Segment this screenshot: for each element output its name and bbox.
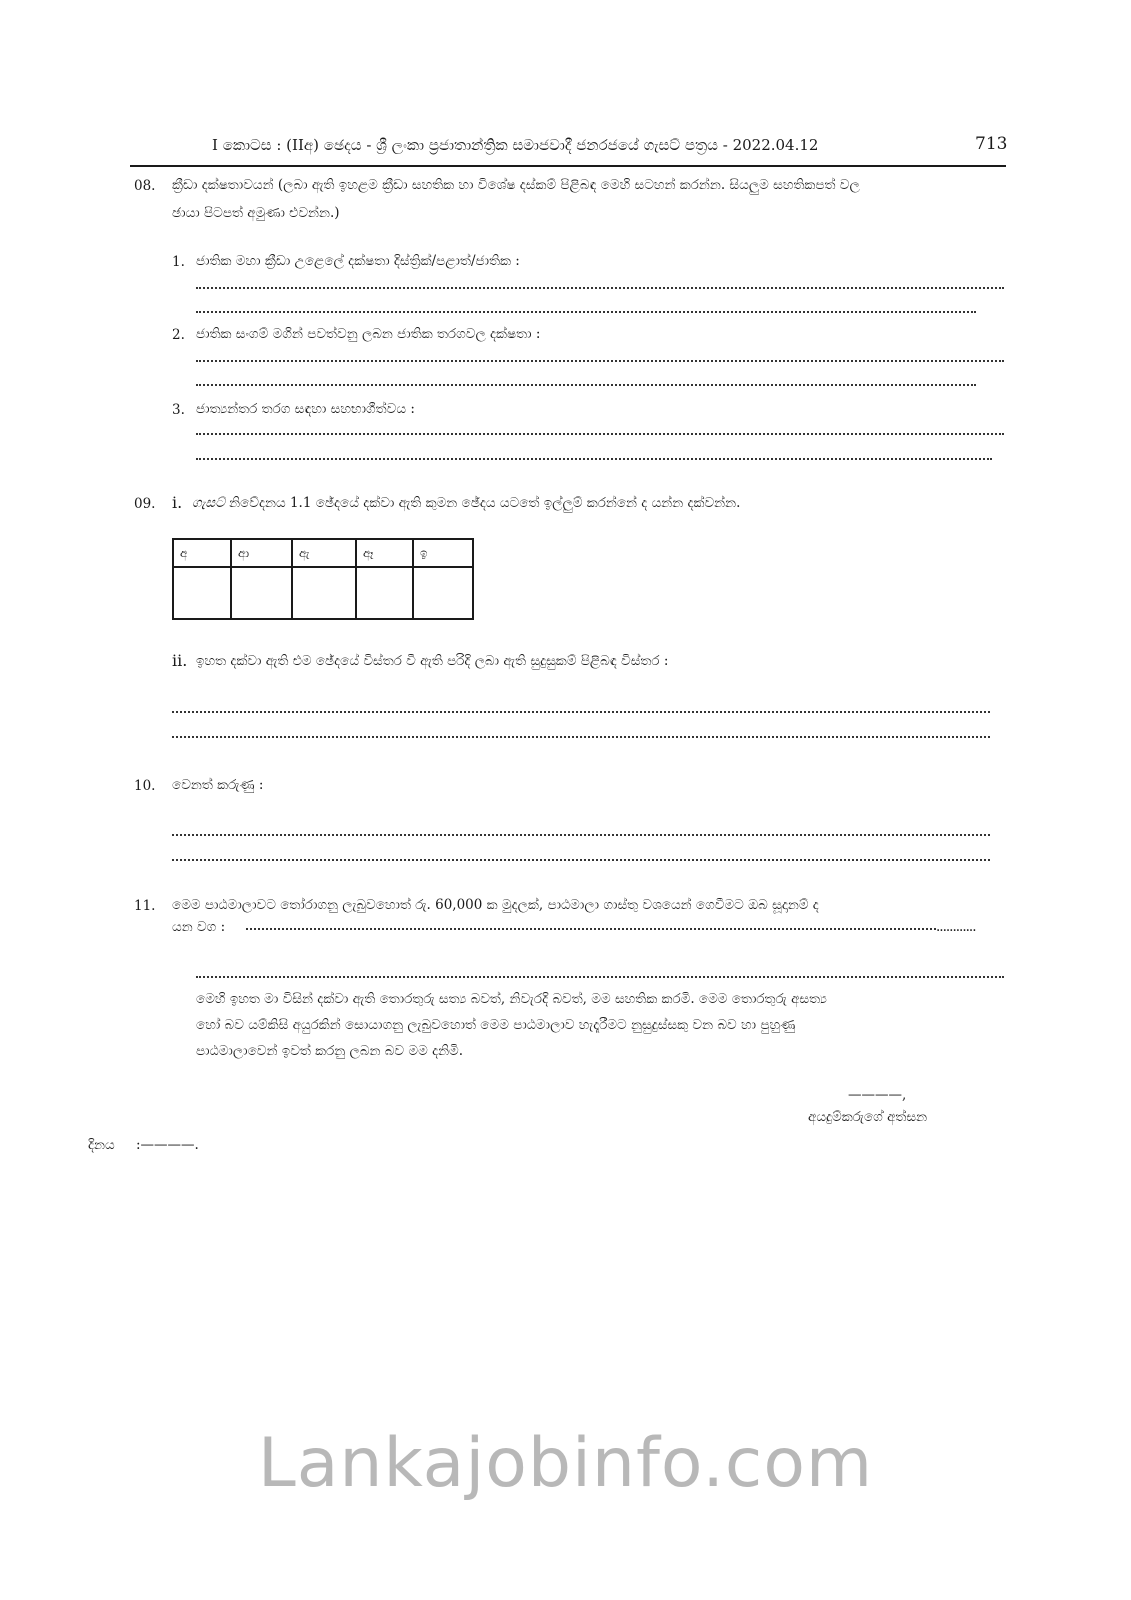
item-number: 2. <box>172 327 185 343</box>
gazette-italic: ගැසට් <box>192 495 225 511</box>
item-label: ජාතික සංගම් මගින් පවත්වනු ලබන ජාතික තරගවල දක්ෂතා : <box>196 326 541 342</box>
page-number: 713 <box>975 134 1008 154</box>
choice-cell[interactable] <box>231 567 292 619</box>
part-label: i. <box>172 493 183 512</box>
question-text: මෙම පාඨමාලාවට තෝරාගනු ලැබුවහොත් රු. 60,000 ක මුදලක්, පාඨමාලා ගාස්තු වශයෙන් ගෙවීමට ඔබ සූදානම් ද <box>172 897 819 913</box>
choice-header: ඇ <box>292 539 356 567</box>
answer-line[interactable] <box>196 277 1004 289</box>
item-label: ජාත්‍යන්තර තරග සඳහා සහභාගීත්වය : <box>196 401 415 417</box>
question-number: 10. <box>134 778 156 794</box>
choice-cell[interactable] <box>173 567 231 619</box>
answer-line[interactable] <box>172 849 990 861</box>
question-text: යන වග : <box>172 919 226 935</box>
answer-line[interactable] <box>196 423 1004 435</box>
question-text: ඡායා පිටපත් අමුණා එවන්න.) <box>172 205 340 221</box>
choice-header: අ <box>173 539 231 567</box>
question-number: 11. <box>134 898 156 914</box>
question-text <box>192 490 740 516</box>
question-text: ක්‍රීඩා දක්ෂතාවයන් (ලබා ඇති ඉහළම ක්‍රීඩා සහතික හා විශේෂ දස්කම් පිළිබඳ මෙහි සටහන් කරන්න. සියලුම සහතිකපත් වල <box>172 177 860 193</box>
question-text: ඉහත දක්වා ඇති එම ඡේදයේ විස්තර වී ඇති පරිදි ලබා ඇති සුදුසුකම් පිළිබඳ විස්තර : <box>196 653 669 669</box>
signature-line[interactable]: ————, <box>848 1087 907 1103</box>
answer-line[interactable] <box>196 448 992 460</box>
question-text-body: නිවේදනය 1.1 ඡේදයේ දක්වා ඇති කුමන ඡේදය යටතේ ඉල්ලුම් කරන්නේ ද යන්න දක්වන්න. <box>229 495 741 511</box>
answer-line[interactable] <box>246 918 936 930</box>
answer-line[interactable] <box>196 374 976 386</box>
choice-header: ඉ <box>413 539 473 567</box>
signature-label: අයදුම්කරුගේ අත්සන <box>808 1109 928 1125</box>
answer-line[interactable] <box>196 966 1004 978</box>
choice-cell[interactable] <box>292 567 356 619</box>
answer-line[interactable] <box>172 824 990 836</box>
item-number: 1. <box>172 254 185 270</box>
answer-line-tail: ............ <box>936 919 976 935</box>
choice-header: ඈ <box>356 539 413 567</box>
item-number: 3. <box>172 402 185 418</box>
answer-line[interactable] <box>172 701 990 713</box>
declaration-text: මෙහි ඉහත මා විසින් දක්වා ඇති තොරතුරු සත්‍ය බවත්, නිවැරදි බවත්, මම සහතික කරමි. මෙම තොරතුරු අසත්‍ය <box>196 991 827 1007</box>
choice-header: ආ <box>231 539 292 567</box>
header-rule <box>130 165 1006 167</box>
date-label: දිනය <box>88 1137 115 1153</box>
answer-line[interactable] <box>196 350 1004 362</box>
part-label: ii. <box>172 651 188 670</box>
question-number: 09. <box>134 496 156 512</box>
choice-cell[interactable] <box>356 567 413 619</box>
answer-line[interactable] <box>196 301 976 313</box>
question-number: 08. <box>134 178 156 194</box>
question-text: වෙනත් කරුණු : <box>172 777 264 793</box>
watermark: Lankajobinfo.com <box>257 1424 874 1503</box>
date-field[interactable]: :————. <box>136 1137 199 1153</box>
declaration-text: පාඨමාලාවෙන් ඉවත් කරනු ලබන බව මම දනිමි. <box>196 1043 464 1059</box>
declaration-text: හෝ බව යම්කිසි අයුරකින් සොයාගනු ලැබුවහොත් මෙම පාඨමාලාව හැදෑරීමට නුසුදුස්සකු වන බව හා පුහුණු <box>196 1017 796 1033</box>
paragraph-choice-table <box>172 538 474 620</box>
item-label: ජාතික මහා ක්‍රීඩා උළෙලේ දක්ෂතා දිස්ත්‍රික්/පළාත්/ජාතික : <box>196 253 520 269</box>
answer-line[interactable] <box>172 726 990 738</box>
choice-cell[interactable] <box>413 567 473 619</box>
gazette-header: I කොටස : (IIඅ) ඡෙදය - ශ්‍රී ලංකා ප්‍රජාතාන්ත්‍රික සමාජවාදී ජනරජයේ ගැසට් පත්‍රය - 2022.04.12 <box>212 136 819 154</box>
